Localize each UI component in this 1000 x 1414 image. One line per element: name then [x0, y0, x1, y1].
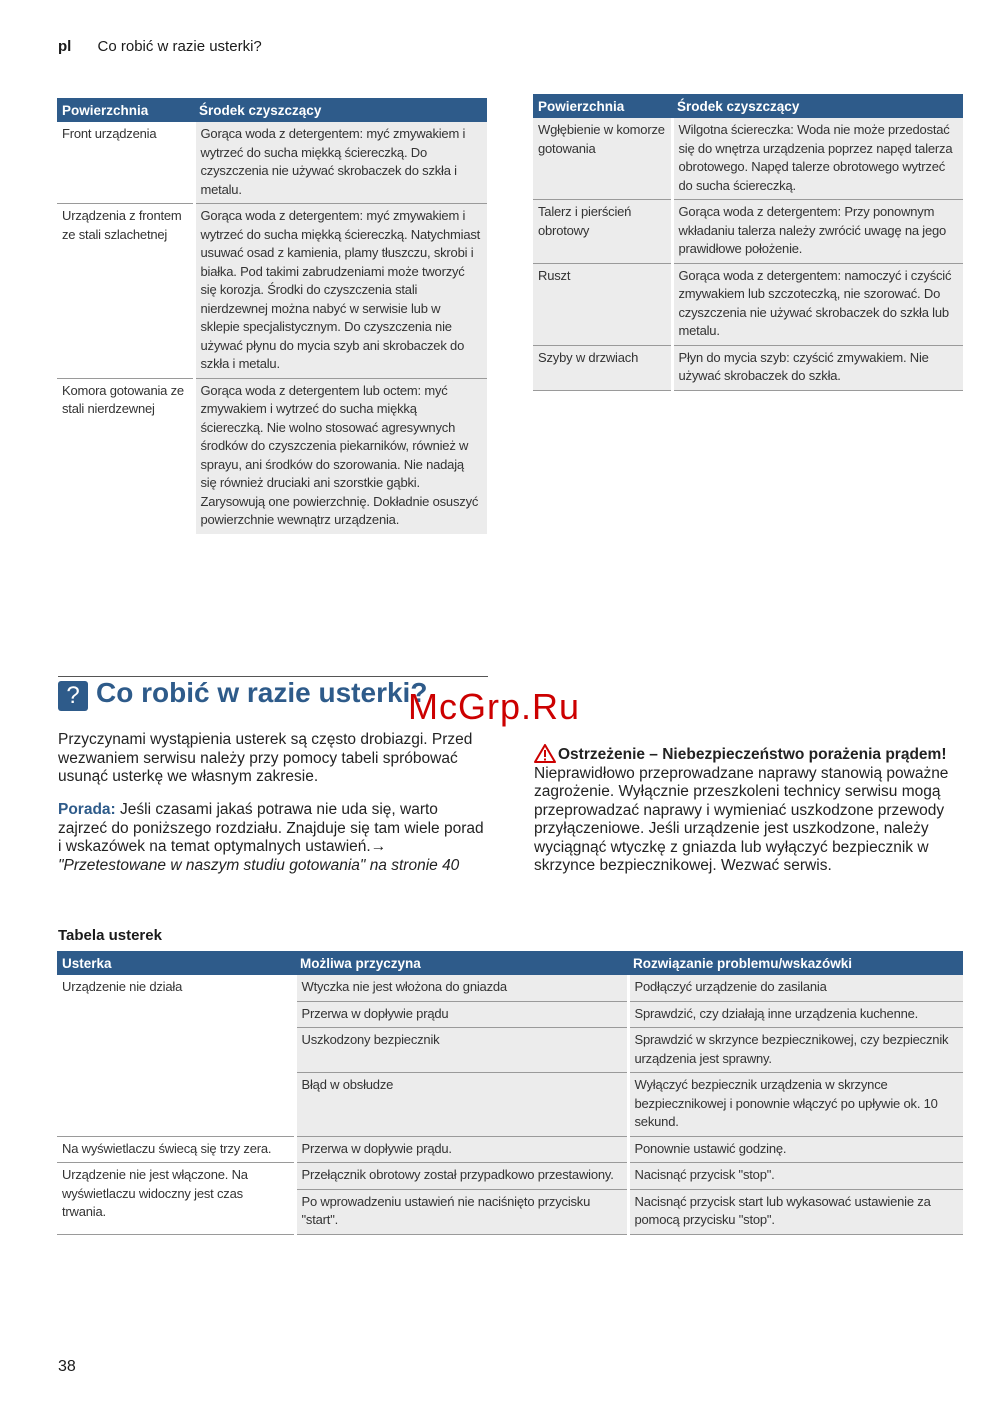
- warning-title-text: Ostrzeżenie – Niebezpieczeństwo porażenia prądem!: [558, 746, 947, 763]
- cause-cell: Wtyczka nie jest włożona do gniazda: [295, 975, 628, 1001]
- cleaning-table-left: [57, 98, 487, 534]
- solution-cell: Nacisnąć przycisk "stop".: [628, 1163, 963, 1190]
- arrow-icon: →: [370, 838, 387, 855]
- fault-cell: Urządzenie nie działa: [57, 975, 295, 1136]
- question-icon: ?: [58, 681, 88, 711]
- solution-cell: Sprawdzić, czy działają inne urządzenia kuchenne.: [628, 1001, 963, 1028]
- col-header-fault: Usterka: [57, 951, 295, 975]
- watermark: McGrp.Ru: [408, 686, 581, 727]
- faults-table: [57, 951, 963, 1235]
- solution-cell: Sprawdzić w skrzynce bezpiecznikowej, czy bezpiecznik urządzenia jest sprawny.: [628, 1028, 963, 1073]
- page-header: [58, 38, 262, 55]
- warning-triangle-icon: [534, 744, 556, 763]
- surface-cell: Komora gotowania ze stali nierdzewnej: [62, 382, 184, 416]
- col-header-cleaner: Środek czyszczący: [194, 98, 487, 122]
- table-row: [57, 1136, 963, 1163]
- cleaner-cell: Gorąca woda z detergentem lub octem: myć zmywakiem i wytrzeć do sucha miękką ściereczką. Nie wolno stosować agresywnych środków do czyszczenia piekarników, również w sprayu, ani środków do szorowania. Nie nadają się również druciaki ani szorstkie gąbki. Zarysowują one powierzchnię. Dokładnie osuszyć powierzchnie wewnątrz urządzenia.: [194, 378, 487, 534]
- solution-cell: Nacisnąć przycisk start lub wykasować ustawienie za pomocą przycisku "stop".: [628, 1189, 963, 1234]
- cleaner-cell: Gorąca woda z detergentem: myć zmywakiem i wytrzeć do sucha miękką ściereczką. Do czyszczenia nie używać skrobaczek do szkła i metalu.: [194, 122, 487, 204]
- cause-cell: Uszkodzony bezpiecznik: [295, 1028, 628, 1073]
- surface-cell: Front urządzenia: [57, 122, 194, 204]
- surface-cell: Ruszt: [533, 263, 672, 345]
- surface-cell: Szyby w drzwiach: [533, 345, 672, 390]
- table-row: [533, 118, 963, 200]
- fault-cell: Na wyświetlaczu świecą się trzy zera.: [57, 1136, 295, 1163]
- table-row: [57, 378, 487, 534]
- page-number: 38: [58, 1358, 76, 1375]
- solution-cell: Podłączyć urządzenie do zasilania: [628, 975, 963, 1001]
- cause-cell: Po wprowadzeniu ustawień nie naciśnięto przycisku "start".: [295, 1189, 628, 1234]
- surface-cell: Talerz i pierścień obrotowy: [533, 200, 672, 264]
- solution-cell: Ponownie ustawić godzinę.: [628, 1136, 963, 1163]
- cleaner-cell: Płyn do mycia szyb: czyścić zmywakiem. Nie używać skrobaczek do szkła.: [672, 345, 963, 390]
- warning-text: Nieprawidłowo przeprowadzane naprawy stanowią poważne zagrożenie. Wyłącznie przeszkoleni technicy serwisu mogą przeprowadzać naprawy i wymieniać uszkodzone przewody przyłączeniowe. Jeśli urządzenie jest uszkodzone, należy wyciągnąć wtyczkę z gniazda lub wyłączyć bezpiecznik w skrzynce bezpiecznikowej. Wezwać serwis.: [534, 764, 949, 874]
- warning-title: [534, 744, 964, 765]
- table-row: [57, 975, 963, 1001]
- page-reference-link[interactable]: "Przetestowane w naszym studiu gotowania" na stronie 40: [58, 856, 460, 874]
- intro-paragraph: Przyczynami wystąpienia usterek są często drobiazgi. Przed wezwaniem serwisu należy przy pomocy tabeli spróbować usunąć usterkę we własnym zakresie.: [58, 731, 473, 785]
- table-row: [57, 1163, 963, 1190]
- solution-cell: Wyłączyć bezpiecznik urządzenia w skrzynce bezpiecznikowej i ponownie włączyć po upływie ok. 10 sekund.: [628, 1073, 963, 1137]
- surface-cell: Wgłębienie w komorze gotowania: [533, 118, 672, 200]
- cleaner-cell: Gorąca woda z detergentem: myć zmywakiem i wytrzeć do sucha miękką ściereczką. Natychmiast usuwać osad z kamienia, plamy tłuszczu, skrobi i białka. Pod takimi zabrudzeniami może tworzyć się korozja. Środki do czyszczenia stali nierdzewnej można nabyć w serwisie lub w sklepie specjalistycznym. Do czyszczenia nie używać płynu do mycia szyb ani skrobaczek do szkła i metalu.: [194, 204, 487, 379]
- table-row: [533, 345, 963, 390]
- cleaner-cell: Gorąca woda z detergentem: namoczyć i czyścić zmywakiem lub szczoteczką, nie szorować. Do czyszczenia nie używać skrobaczek do szkła lub metalu.: [672, 263, 963, 345]
- warning-box: [534, 744, 964, 876]
- cause-cell: Przełącznik obrotowy został przypadkowo przestawiony.: [295, 1163, 628, 1190]
- cleaner-cell: Wilgotna ściereczka: Woda nie może przedostać się do wnętrza urządzenia poprzez napęd talerza obrotowego. Napęd talerze obrotowego wytrzeć do sucha ściereczką.: [672, 118, 963, 200]
- tip-text: Jeśli czasami jakaś potrawa nie uda się, warto zajrzeć do poniższego rozdziału. Znajduje się tam wiele porad i wskazówek na temat optymalnych ustawień.: [58, 801, 484, 855]
- table-row: [57, 122, 487, 204]
- cause-cell: Błąd w obsłudze: [295, 1073, 628, 1137]
- table-row: [533, 200, 963, 264]
- section-title: Co robić w razie usterki?: [96, 677, 428, 708]
- surface-cell: Urządzenia z frontem ze stali szlachetnej: [57, 204, 194, 379]
- faults-caption: Tabela usterek: [58, 927, 162, 944]
- tip-paragraph: [58, 801, 488, 875]
- cause-cell: Przerwa w dopływie prądu: [295, 1001, 628, 1028]
- col-header-solution: Rozwiązanie problemu/wskazówki: [628, 951, 963, 975]
- table-row: [57, 204, 487, 379]
- cause-cell: Przerwa w dopływie prądu.: [295, 1136, 628, 1163]
- language-code: pl: [58, 38, 72, 55]
- tip-label: Porada:: [58, 801, 116, 818]
- col-header-surface: Powierzchnia: [57, 98, 194, 122]
- table-row: [533, 263, 963, 345]
- fault-cell: Urządzenie nie jest włączone. Na wyświetlaczu widoczny jest czas trwania.: [57, 1163, 295, 1235]
- col-header-cleaner: Środek czyszczący: [672, 94, 963, 118]
- header-title: Co robić w razie usterki?: [97, 38, 262, 55]
- col-header-cause: Możliwa przyczyna: [295, 951, 628, 975]
- cleaner-cell: Gorąca woda z detergentem: Przy ponownym wkładaniu talerza należy zwrócić uwagę na jego prawidłowe położenie.: [672, 200, 963, 264]
- col-header-surface: Powierzchnia: [533, 94, 672, 118]
- cleaning-table-right: [533, 94, 963, 391]
